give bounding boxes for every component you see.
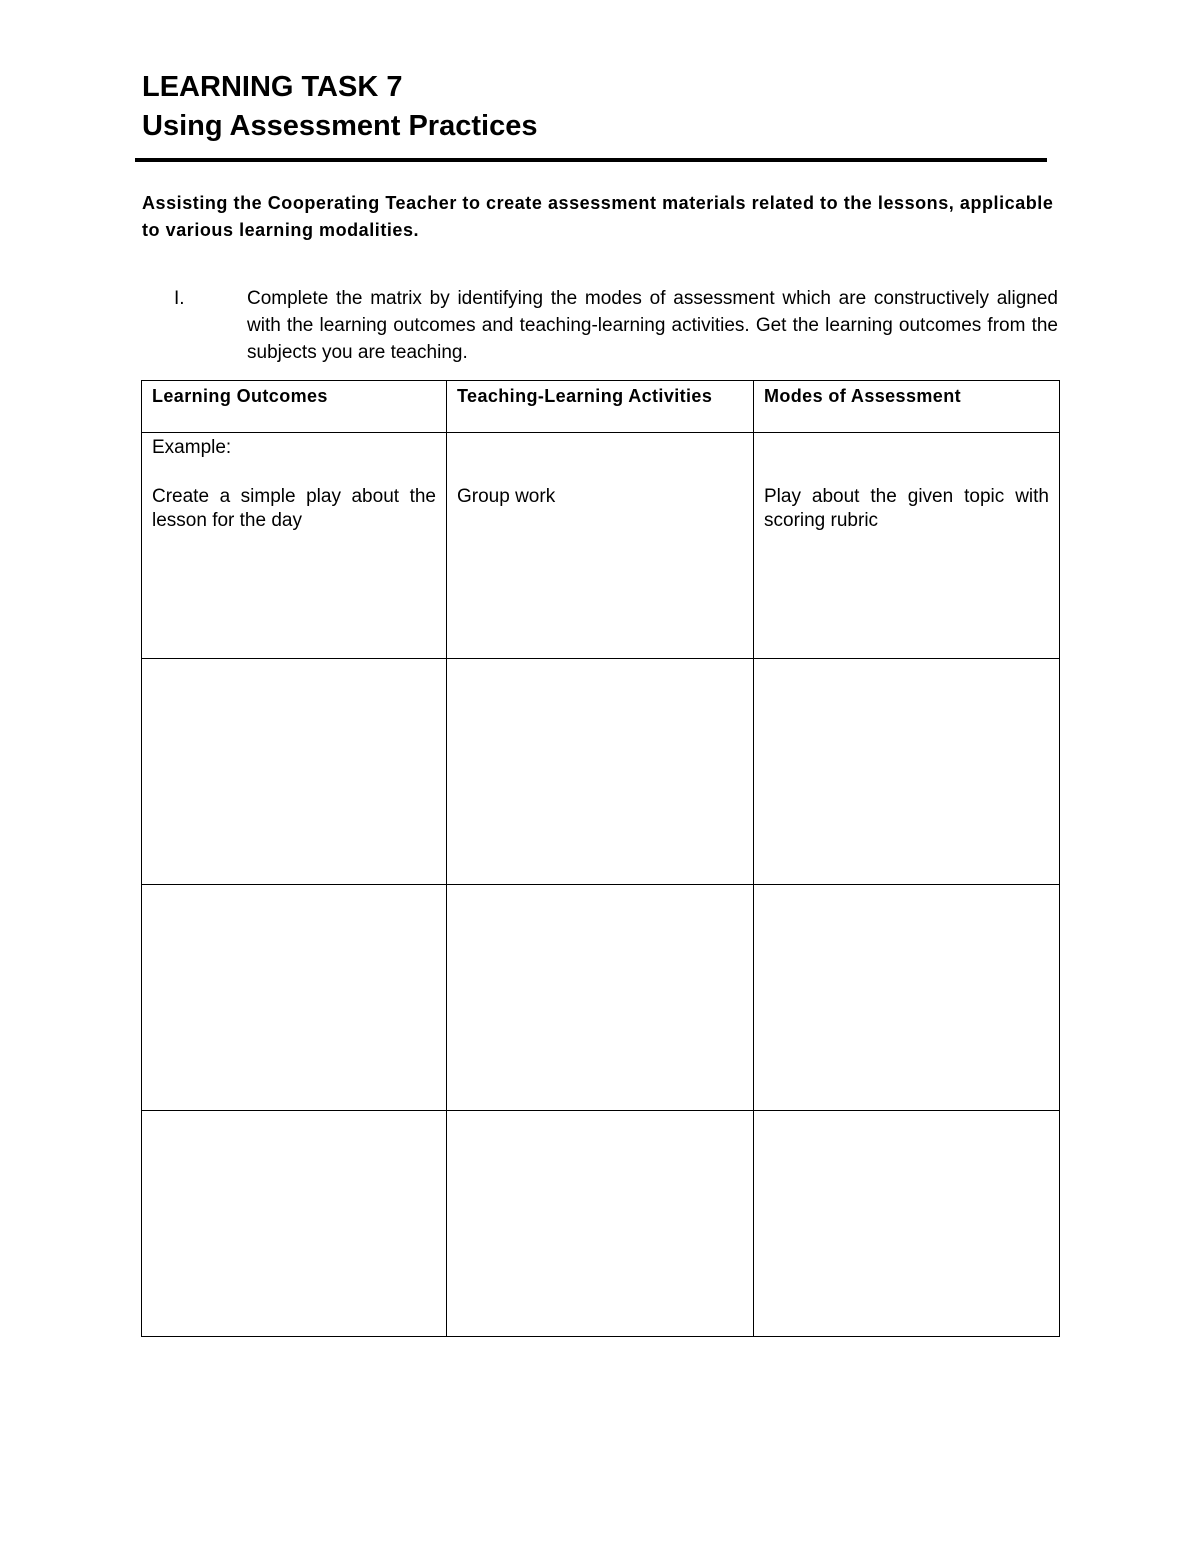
document-title: LEARNING TASK 7 xyxy=(142,71,403,103)
table-row xyxy=(142,1111,1060,1337)
blank-learning-outcome-cell[interactable] xyxy=(142,1111,447,1337)
assessment-matrix-table xyxy=(141,380,1060,1337)
instruction-number: I. xyxy=(174,288,185,309)
example-assessment-text: Play about the given topic with scoring rubric xyxy=(764,486,1049,531)
table-row xyxy=(142,659,1060,885)
example-learning-outcome-cell[interactable] xyxy=(142,433,447,659)
header-teaching-learning-activities: Teaching-Learning Activities xyxy=(447,381,754,433)
task-description: Assisting the Cooperating Teacher to create assessment materials related to the lessons, applicable to various learning modalities. xyxy=(142,193,1054,240)
document-subtitle-title: Using Assessment Practices xyxy=(142,110,538,142)
table-row-example xyxy=(142,433,1060,659)
blank-assessment-cell[interactable] xyxy=(754,885,1060,1111)
blank-learning-outcome-cell[interactable] xyxy=(142,659,447,885)
example-assessment-cell[interactable] xyxy=(754,433,1060,659)
blank-learning-outcome-cell[interactable] xyxy=(142,885,447,1111)
header-modes-of-assessment: Modes of Assessment xyxy=(754,381,1060,433)
example-activity-text: Group work xyxy=(457,486,556,507)
example-label: Example: xyxy=(152,437,232,458)
blank-activity-cell[interactable] xyxy=(447,659,754,885)
blank-activity-cell[interactable] xyxy=(447,1111,754,1337)
blank-assessment-cell[interactable] xyxy=(754,659,1060,885)
blank-assessment-cell[interactable] xyxy=(754,1111,1060,1337)
table-header-row xyxy=(142,381,1060,433)
header-learning-outcomes: Learning Outcomes xyxy=(142,381,447,433)
example-learning-outcome-text: Create a simple play about the lesson for the day xyxy=(152,486,436,531)
blank-activity-cell[interactable] xyxy=(447,885,754,1111)
table-row xyxy=(142,885,1060,1111)
example-activity-cell[interactable] xyxy=(447,433,754,659)
title-divider xyxy=(135,158,1047,162)
instruction-text: Complete the matrix by identifying the modes of assessment which are constructively aligned with the learning outcomes and teaching-learning activities. Get the learning outcomes from the subjects you are teaching. xyxy=(247,288,1058,363)
